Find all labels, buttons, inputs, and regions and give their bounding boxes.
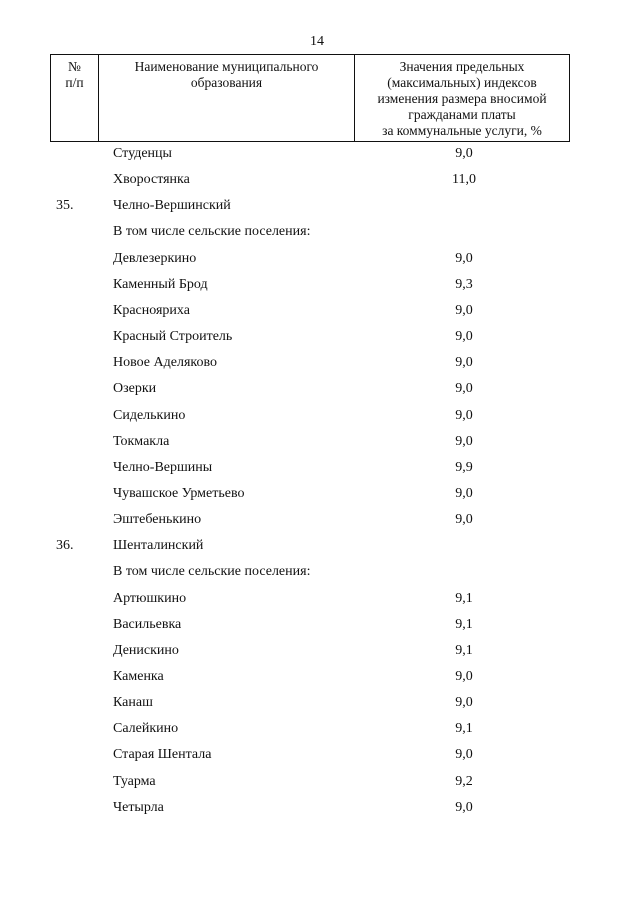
row-municipality-name: Четырла xyxy=(113,799,164,815)
table-row xyxy=(0,141,634,167)
row-municipality-name: Красный Строитель xyxy=(113,329,233,345)
header-number-column xyxy=(51,55,99,141)
row-index-value: 9,3 xyxy=(455,276,473,292)
row-municipality-name: Девлезеркино xyxy=(113,250,197,266)
row-municipality-name: Артюшкино xyxy=(113,590,187,606)
row-index-value: 9,0 xyxy=(455,302,473,318)
table-row xyxy=(0,298,634,324)
table-row xyxy=(0,193,634,219)
row-index-value: 9,0 xyxy=(455,747,473,763)
row-index-value: 9,0 xyxy=(455,407,473,423)
table-row xyxy=(0,350,634,376)
page-number: 14 xyxy=(310,34,324,49)
header-number-line1: № xyxy=(68,59,81,74)
table-row xyxy=(0,481,634,507)
row-municipality-name: Салейкино xyxy=(113,721,179,737)
row-municipality-name: В том числе сельские поселения: xyxy=(113,224,311,240)
row-index-value: 9,0 xyxy=(455,329,473,345)
header-value-line5: за коммунальные услуги, % xyxy=(382,123,542,138)
row-index-value: 9,0 xyxy=(455,146,473,161)
table-row xyxy=(0,403,634,429)
row-index-value: 9,1 xyxy=(455,616,473,632)
header-name-line2: образования xyxy=(190,75,263,90)
row-municipality-name: Васильевка xyxy=(113,616,182,632)
row-municipality-name: Шенталинский xyxy=(113,538,204,554)
row-index-value: 9,0 xyxy=(455,355,473,371)
table-row xyxy=(0,690,634,716)
row-index-value: 9,0 xyxy=(455,485,473,501)
row-municipality-name: Старая Шентала xyxy=(113,747,212,763)
table-row xyxy=(0,559,634,585)
table-row xyxy=(0,716,634,742)
row-index-value: 9,1 xyxy=(455,642,473,658)
table-row xyxy=(0,795,634,821)
table-row xyxy=(0,272,634,298)
table-row xyxy=(0,769,634,795)
row-municipality-name: Чувашское Урметьево xyxy=(113,485,245,501)
table-row xyxy=(0,455,634,481)
header-name-line1: Наименование муниципального xyxy=(134,59,319,74)
table-row xyxy=(0,376,634,402)
row-index-value: 11,0 xyxy=(452,172,476,188)
table-row xyxy=(0,324,634,350)
row-municipality-name: Эштебенькино xyxy=(113,512,202,528)
row-index-value: 9,0 xyxy=(455,381,473,397)
row-number: 35. xyxy=(56,198,74,214)
row-municipality-name: Челно-Вершинский xyxy=(113,198,231,214)
row-municipality-name: Каменный Брод xyxy=(113,276,208,292)
table-row xyxy=(0,246,634,272)
row-municipality-name: Туарма xyxy=(113,773,156,789)
row-index-value: 9,1 xyxy=(455,590,473,606)
header-number-line2: п/п xyxy=(65,75,84,90)
table-row xyxy=(0,429,634,455)
table-row xyxy=(0,664,634,690)
row-municipality-name: Токмакла xyxy=(113,433,170,449)
row-municipality-name: Краснояриха xyxy=(113,302,190,318)
row-municipality-name: В том числе сельские поселения: xyxy=(113,564,311,580)
header-value-line2: (максимальных) индексов xyxy=(387,75,537,90)
row-municipality-name: Новое Аделяково xyxy=(113,355,217,371)
row-index-value: 9,1 xyxy=(455,721,473,737)
table-row xyxy=(0,586,634,612)
row-municipality-name: Канаш xyxy=(113,695,153,711)
table-row xyxy=(0,533,634,559)
table-row xyxy=(0,167,634,193)
table-row xyxy=(0,742,634,768)
row-municipality-name: Студенцы xyxy=(113,146,172,161)
row-index-value: 9,0 xyxy=(455,669,473,684)
table-row xyxy=(0,219,634,245)
row-index-value: 9,0 xyxy=(455,695,473,711)
row-municipality-name: Озерки xyxy=(113,381,157,397)
header-value-column xyxy=(355,55,569,141)
table-row xyxy=(0,612,634,638)
row-index-value: 9,0 xyxy=(455,512,473,528)
header-value-line1: Значения предельных xyxy=(399,59,525,74)
header-name-column xyxy=(99,55,355,141)
row-municipality-name: Денискино xyxy=(113,642,179,658)
row-municipality-name: Хворостянка xyxy=(113,172,190,188)
row-index-value: 9,0 xyxy=(455,433,473,449)
row-municipality-name: Каменка xyxy=(113,669,164,684)
row-number: 36. xyxy=(56,538,74,554)
header-value-line4: гражданами платы xyxy=(408,107,516,122)
row-municipality-name: Сиделькино xyxy=(113,407,186,423)
table-header xyxy=(50,54,570,142)
table-row xyxy=(0,638,634,664)
row-index-value: 9,0 xyxy=(455,799,473,815)
row-municipality-name: Челно-Вершины xyxy=(113,459,213,475)
table-row xyxy=(0,507,634,533)
row-index-value: 9,9 xyxy=(455,459,473,475)
row-index-value: 9,0 xyxy=(455,250,473,266)
row-index-value: 9,2 xyxy=(455,773,473,789)
header-value-line3: изменения размера вносимой xyxy=(377,91,547,106)
